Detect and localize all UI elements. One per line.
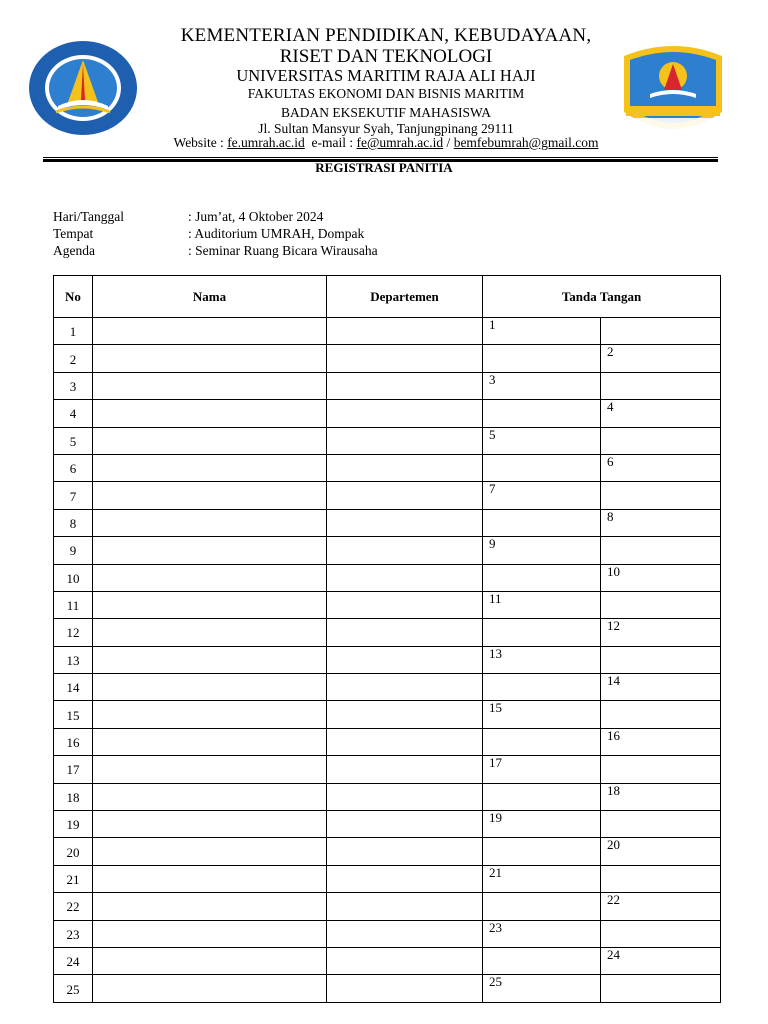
row-number: 10 xyxy=(54,564,93,591)
info-label: Tempat xyxy=(53,226,94,241)
departemen-cell[interactable] xyxy=(327,920,483,947)
nama-cell[interactable] xyxy=(93,811,327,838)
departemen-cell[interactable] xyxy=(327,482,483,509)
signature-cell[interactable]: 21 xyxy=(483,865,601,892)
table-row xyxy=(54,619,721,646)
signature-cell[interactable] xyxy=(483,728,601,755)
signature-cell[interactable]: 15 xyxy=(483,701,601,728)
table-row xyxy=(54,372,721,399)
nama-cell[interactable] xyxy=(93,783,327,810)
nama-cell[interactable] xyxy=(93,400,327,427)
header-rule-thin xyxy=(43,157,718,158)
signature-cell[interactable]: 22 xyxy=(601,893,721,920)
row-number: 3 xyxy=(54,372,93,399)
row-number: 11 xyxy=(54,591,93,618)
row-number: 8 xyxy=(54,509,93,536)
table-row xyxy=(54,454,721,481)
departemen-cell[interactable] xyxy=(327,619,483,646)
ministry-line-2: RISET DAN TEKNOLOGI xyxy=(279,46,493,67)
nama-cell[interactable] xyxy=(93,427,327,454)
nama-cell[interactable] xyxy=(93,619,327,646)
row-number: 4 xyxy=(54,400,93,427)
departemen-cell[interactable] xyxy=(327,783,483,810)
website-label: Website : xyxy=(173,135,228,150)
row-number: 25 xyxy=(54,975,93,1002)
nama-cell[interactable] xyxy=(93,482,327,509)
departemen-cell[interactable] xyxy=(327,838,483,865)
document-title xyxy=(0,160,768,172)
row-number: 20 xyxy=(54,838,93,865)
signature-cell[interactable] xyxy=(483,783,601,810)
email-link-2[interactable]: bemfebumrah@gmail.com xyxy=(453,135,599,150)
signature-cell[interactable] xyxy=(601,318,721,345)
table-row xyxy=(54,427,721,454)
nama-cell[interactable] xyxy=(93,537,327,564)
row-number: 23 xyxy=(54,920,93,947)
signature-cell[interactable]: 5 xyxy=(483,427,601,454)
nama-cell[interactable] xyxy=(93,701,327,728)
signature-cell[interactable]: 9 xyxy=(483,537,601,564)
nama-cell[interactable] xyxy=(93,947,327,974)
row-number: 1 xyxy=(54,318,93,345)
signature-cell[interactable]: 23 xyxy=(483,920,601,947)
row-number: 16 xyxy=(54,728,93,755)
nama-cell[interactable] xyxy=(93,893,327,920)
signature-cell[interactable] xyxy=(601,427,721,454)
row-number: 21 xyxy=(54,865,93,892)
departemen-cell[interactable] xyxy=(327,975,483,1002)
table-row xyxy=(54,701,721,728)
row-number: 17 xyxy=(54,756,93,783)
table-row xyxy=(54,564,721,591)
table-row xyxy=(54,728,721,755)
university-name: UNIVERSITAS MARITIM RAJA ALI HAJI xyxy=(236,66,536,85)
table-row xyxy=(54,920,721,947)
row-number: 7 xyxy=(54,482,93,509)
departemen-cell[interactable] xyxy=(327,893,483,920)
info-label: Agenda xyxy=(53,243,95,258)
signature-cell[interactable] xyxy=(483,564,601,591)
address: Jl. Sultan Mansyur Syah, Tanjungpinang 29111 xyxy=(258,121,514,136)
info-value: : Auditorium UMRAH, Dompak xyxy=(188,226,365,241)
row-number: 13 xyxy=(54,646,93,673)
signature-cell[interactable] xyxy=(601,975,721,1002)
organization-name: BADAN EKSEKUTIF MAHASISWA xyxy=(280,105,491,120)
nama-cell[interactable] xyxy=(93,372,327,399)
signature-cell[interactable]: 7 xyxy=(483,482,601,509)
nama-cell[interactable] xyxy=(93,454,327,481)
signature-cell[interactable]: 24 xyxy=(601,947,721,974)
signature-cell[interactable] xyxy=(483,619,601,646)
nama-cell[interactable] xyxy=(93,345,327,372)
document-title-text: REGISTRASI PANITIA xyxy=(315,160,453,172)
table-row xyxy=(54,975,721,1002)
table-row xyxy=(54,838,721,865)
table-row xyxy=(54,646,721,673)
signature-cell[interactable] xyxy=(483,509,601,536)
departemen-cell[interactable] xyxy=(327,811,483,838)
signature-cell[interactable] xyxy=(601,920,721,947)
signature-cell[interactable]: 6 xyxy=(601,454,721,481)
nama-cell[interactable] xyxy=(93,728,327,755)
info-label: Hari/Tanggal xyxy=(53,209,125,224)
departemen-cell[interactable] xyxy=(327,564,483,591)
email-link-1[interactable]: fe@umrah.ac.id xyxy=(356,135,444,150)
nama-cell[interactable] xyxy=(93,865,327,892)
signature-cell[interactable]: 3 xyxy=(483,372,601,399)
signature-cell[interactable] xyxy=(483,838,601,865)
row-number: 15 xyxy=(54,701,93,728)
signature-cell[interactable]: 25 xyxy=(483,975,601,1002)
table-row xyxy=(54,345,721,372)
departemen-cell[interactable] xyxy=(327,537,483,564)
signature-cell[interactable] xyxy=(483,674,601,701)
signature-cell[interactable]: 11 xyxy=(483,591,601,618)
signature-cell[interactable] xyxy=(601,591,721,618)
table-row xyxy=(54,783,721,810)
signature-cell[interactable] xyxy=(483,947,601,974)
signature-cell[interactable] xyxy=(601,646,721,673)
table-row xyxy=(54,865,721,892)
departemen-cell[interactable] xyxy=(327,591,483,618)
signature-cell[interactable]: 14 xyxy=(601,674,721,701)
email-label: e-mail : xyxy=(304,135,357,150)
signature-cell[interactable] xyxy=(483,454,601,481)
nama-cell[interactable] xyxy=(93,318,327,345)
row-number: 2 xyxy=(54,345,93,372)
table-row xyxy=(54,400,721,427)
signature-cell[interactable]: 2 xyxy=(601,345,721,372)
row-number: 12 xyxy=(54,619,93,646)
signature-cell[interactable]: 4 xyxy=(601,400,721,427)
signature-cell[interactable]: 1 xyxy=(483,318,601,345)
signature-cell[interactable] xyxy=(483,400,601,427)
departemen-cell[interactable] xyxy=(327,372,483,399)
signature-cell[interactable]: 16 xyxy=(601,728,721,755)
departemen-cell[interactable] xyxy=(327,400,483,427)
table-row xyxy=(54,674,721,701)
departemen-cell[interactable] xyxy=(327,947,483,974)
row-number: 5 xyxy=(54,427,93,454)
departemen-cell[interactable] xyxy=(327,701,483,728)
row-number: 22 xyxy=(54,893,93,920)
departemen-cell[interactable] xyxy=(327,646,483,673)
nama-cell[interactable] xyxy=(93,509,327,536)
departemen-cell[interactable] xyxy=(327,509,483,536)
departemen-cell[interactable] xyxy=(327,756,483,783)
signature-cell[interactable]: 20 xyxy=(601,838,721,865)
table-row xyxy=(54,893,721,920)
website-link[interactable]: fe.umrah.ac.id xyxy=(227,135,305,150)
signature-cell[interactable]: 17 xyxy=(483,756,601,783)
departemen-cell[interactable] xyxy=(327,318,483,345)
table-body xyxy=(54,318,721,1003)
signature-cell[interactable] xyxy=(601,701,721,728)
row-number: 19 xyxy=(54,811,93,838)
nama-cell[interactable] xyxy=(93,646,327,673)
table-row xyxy=(54,482,721,509)
row-number: 14 xyxy=(54,674,93,701)
nama-cell[interactable] xyxy=(93,674,327,701)
departemen-cell[interactable] xyxy=(327,427,483,454)
university-logo xyxy=(28,40,138,136)
nama-cell[interactable] xyxy=(93,564,327,591)
ministry-line-1: KEMENTERIAN PENDIDIKAN, KEBUDAYAAN, xyxy=(180,25,592,46)
faculty-name: FAKULTAS EKONOMI DAN BISNIS MARITIM xyxy=(247,86,525,101)
header-tanda-tangan: Tanda Tangan xyxy=(483,276,721,318)
signature-cell[interactable] xyxy=(601,372,721,399)
contact-line xyxy=(140,136,632,150)
info-value: : Seminar Ruang Bicara Wirausaha xyxy=(188,243,378,258)
nama-cell[interactable] xyxy=(93,756,327,783)
header-no: No xyxy=(54,276,93,318)
table-row xyxy=(54,509,721,536)
row-number: 9 xyxy=(54,537,93,564)
registration-table xyxy=(53,275,721,1003)
info-value: : Jum’at, 4 Oktober 2024 xyxy=(188,209,324,224)
departemen-cell[interactable] xyxy=(327,345,483,372)
header-nama: Nama xyxy=(93,276,327,318)
table-row xyxy=(54,947,721,974)
departemen-cell[interactable] xyxy=(327,454,483,481)
signature-cell[interactable] xyxy=(601,537,721,564)
departemen-cell[interactable] xyxy=(327,674,483,701)
nama-cell[interactable] xyxy=(93,838,327,865)
nama-cell[interactable] xyxy=(93,975,327,1002)
signature-cell[interactable] xyxy=(601,756,721,783)
table-row xyxy=(54,591,721,618)
letterhead xyxy=(0,0,768,165)
signature-cell[interactable] xyxy=(483,345,601,372)
signature-cell[interactable] xyxy=(601,811,721,838)
table-row xyxy=(54,318,721,345)
signature-cell[interactable]: 19 xyxy=(483,811,601,838)
signature-cell[interactable]: 10 xyxy=(601,564,721,591)
bem-logo xyxy=(620,42,726,140)
table-header-row xyxy=(54,276,721,318)
table-row xyxy=(54,811,721,838)
signature-cell[interactable] xyxy=(601,482,721,509)
header-departemen: Departemen xyxy=(327,276,483,318)
table-row xyxy=(54,537,721,564)
signature-cell[interactable]: 12 xyxy=(601,619,721,646)
signature-cell[interactable] xyxy=(483,893,601,920)
departemen-cell[interactable] xyxy=(327,728,483,755)
signature-cell[interactable] xyxy=(601,865,721,892)
nama-cell[interactable] xyxy=(93,591,327,618)
table-row xyxy=(54,756,721,783)
email-separator: / xyxy=(443,135,454,150)
departemen-cell[interactable] xyxy=(327,865,483,892)
row-number: 24 xyxy=(54,947,93,974)
signature-cell[interactable]: 18 xyxy=(601,783,721,810)
row-number: 18 xyxy=(54,783,93,810)
signature-cell[interactable]: 8 xyxy=(601,509,721,536)
signature-cell[interactable]: 13 xyxy=(483,646,601,673)
row-number: 6 xyxy=(54,454,93,481)
nama-cell[interactable] xyxy=(93,920,327,947)
